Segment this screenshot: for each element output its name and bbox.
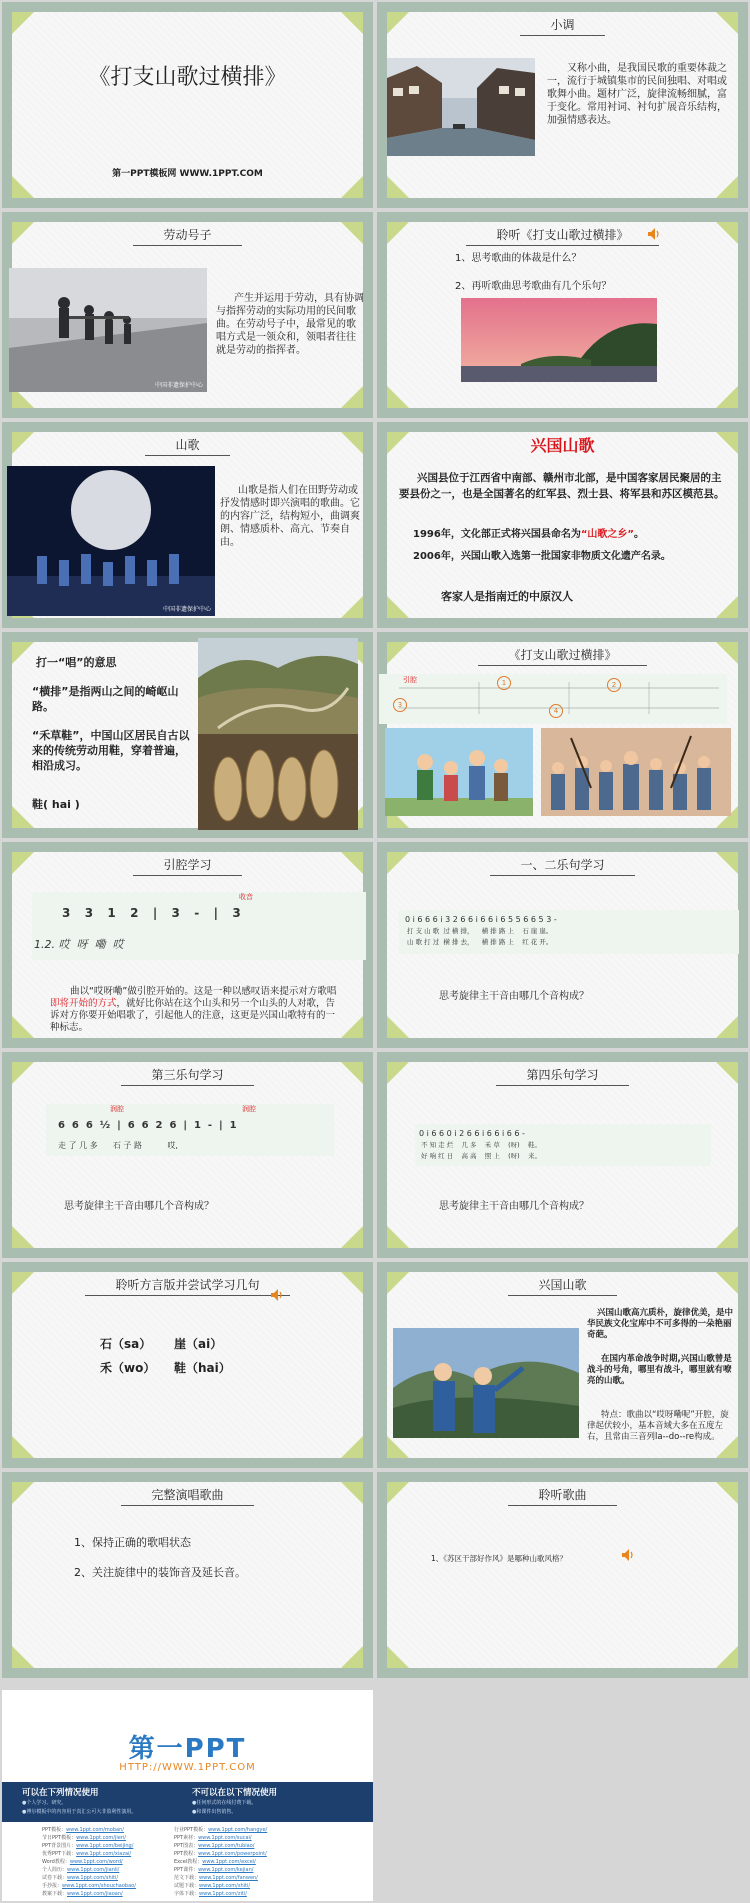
resource-link-row xyxy=(174,1826,344,1834)
resource-link[interactable]: www.1ppt.com/kejian/ xyxy=(198,1867,254,1873)
slide-2[interactable] xyxy=(377,2,748,208)
corner-ornament xyxy=(341,1646,363,1668)
word-he: 禾（wo） xyxy=(100,1361,156,1375)
corner-ornament xyxy=(387,386,409,408)
xingguo-1996-end: 。 xyxy=(634,529,644,540)
score-bars xyxy=(415,1126,711,1138)
runqiang-tag-1: 润腔 xyxy=(110,1105,124,1113)
corner-ornament xyxy=(12,642,34,664)
resource-link[interactable]: www.1ppt.com/shiti/ xyxy=(67,1875,119,1881)
phrase-marker-1: 1 xyxy=(497,676,511,690)
sunset-lake-photo xyxy=(461,298,657,382)
corner-ornament xyxy=(341,12,363,34)
slide-14[interactable] xyxy=(377,1262,748,1468)
slide-title: 聆听《打支山歌过横排》 xyxy=(377,226,748,246)
corner-ornament xyxy=(716,176,738,198)
slide-title: 《打支山歌过横排》 xyxy=(377,646,748,666)
resource-link-label: PPT图表： xyxy=(174,1843,199,1849)
slide-title: 完整演唱歌曲 xyxy=(2,1486,373,1506)
slide-title: 引腔学习 xyxy=(2,856,373,876)
credits-panel xyxy=(2,1690,373,1901)
corner-ornament xyxy=(12,1226,34,1248)
score-bars xyxy=(399,912,739,924)
singers-mountain-photo xyxy=(393,1328,579,1438)
resource-link[interactable]: www.1ppt.com/jieri/ xyxy=(76,1835,126,1841)
question-2: 2、再听歌曲思考歌曲有几个乐句？ xyxy=(455,281,612,292)
corner-ornament xyxy=(341,1436,363,1458)
singing-tip-2: 2、关注旋律中的装饰音及延长音。 xyxy=(74,1566,246,1579)
resource-link[interactable]: www.1ppt.com/hangye/ xyxy=(208,1827,268,1833)
resource-link[interactable]: www.1ppt.com/word/ xyxy=(69,1859,123,1865)
yinqiang-text-1: 曲以“哎呀嘞”做引腔开始的。这是一种以感叹语来提示对方歌唱 xyxy=(70,986,337,997)
speaker-icon[interactable] xyxy=(621,1548,635,1562)
yinqiang-explanation xyxy=(50,986,340,1034)
slide-title: 第三乐句学习 xyxy=(2,1066,373,1086)
mountain-road-photo xyxy=(198,638,358,734)
score-notes: 6 6 6 ½ | 6 6 2 6 | 1 - | 1 xyxy=(58,1120,237,1131)
corner-ornament xyxy=(12,1646,34,1668)
resource-link[interactable]: www.1ppt.com/powerpoint/ xyxy=(198,1851,267,1857)
xingguo-intro: 兴国县位于江西省中南部、赣州市北部，是中国客家居民聚居的主要县份之一，也是全国著名的红军县、烈士县、将军县和苏区模范县。 xyxy=(399,472,725,500)
resource-link-row xyxy=(174,1890,344,1898)
photo-watermark: 中国非遗保护中心 xyxy=(162,606,211,613)
xingguo-features-3: 特点：歌曲以“哎呀嘞呢”开腔，旋律起伏较小，基本音域大多在五度左右，且常由三音列la--do--re构成。 xyxy=(587,1410,729,1442)
score-lyric: 走 了 几 多 石 子 路 哎, xyxy=(58,1141,178,1150)
resource-link-row xyxy=(174,1866,344,1874)
cannot-use-text: ●任何形式的在线付费下载。 xyxy=(192,1800,257,1806)
resource-link-row xyxy=(174,1874,344,1882)
cannot-use-title: 不可以在以下情况使用 xyxy=(192,1788,278,1798)
can-use-text-2: ●博尔模板中的内容用于真汇公可大非盈利性演用。 xyxy=(22,1809,137,1815)
resource-link-label: PPT素材： xyxy=(174,1835,199,1841)
score-lyric: 1.2. 哎 呀 嘞 哎 xyxy=(34,938,124,951)
slide-7[interactable] xyxy=(2,632,373,838)
resource-link[interactable]: www.1ppt.com/moban/ xyxy=(66,1827,124,1833)
resource-link-label: PPT背景图片： xyxy=(42,1843,77,1849)
word-xie: 鞋（hai） xyxy=(174,1361,231,1375)
slide-5[interactable] xyxy=(2,422,373,628)
resource-link-label: 试卷下载： xyxy=(42,1875,68,1881)
resource-links-right xyxy=(174,1826,344,1898)
lyric-line-1: 打 支 山 歌 过 横 排， 横 排 路 上 石 崖 崖。 xyxy=(407,927,553,935)
resource-link-label: 教案下载： xyxy=(42,1891,68,1897)
resource-links-left xyxy=(42,1826,192,1898)
xingguo-features-1: 兴国山歌高亢质朴，旋律优美，是中华民族文化宝库中不可多得的一朵艳丽奇葩。 xyxy=(587,1308,734,1340)
slide-title: 小调 xyxy=(377,16,748,36)
slide-9[interactable] xyxy=(2,842,373,1048)
yinqiang-highlight: 即将开始的方式 xyxy=(50,998,117,1009)
phrase-marker-4: 4 xyxy=(549,704,563,718)
slide-title: 劳动号子 xyxy=(2,226,373,246)
slide-title: 第四乐句学习 xyxy=(377,1066,748,1086)
resource-link-row xyxy=(42,1890,192,1898)
corner-ornament xyxy=(341,386,363,408)
slide-title: 聆听方言版并尝试学习几句 xyxy=(2,1276,373,1296)
resource-link-row xyxy=(42,1858,192,1866)
resource-link-label: Word教程： xyxy=(42,1859,70,1865)
listening-question: 1、《苏区干部好作风》是哪种山歌风格？ xyxy=(431,1554,568,1563)
xingguo-1996 xyxy=(413,528,733,542)
speaker-icon[interactable] xyxy=(270,1288,284,1302)
slide-title: 兴国山歌 xyxy=(377,1276,748,1296)
resource-link-row xyxy=(42,1850,192,1858)
slide-title: 聆听歌曲 xyxy=(377,1486,748,1506)
corner-ornament xyxy=(387,1226,409,1248)
slide-title: 一、二乐句学习 xyxy=(377,856,748,876)
singing-tip-1: 1、保持正确的歌唱状态 xyxy=(74,1536,191,1549)
resource-link-row xyxy=(42,1834,192,1842)
slide-1[interactable] xyxy=(2,2,373,208)
resource-link[interactable]: www.1ppt.com/ziti/ xyxy=(199,1891,247,1897)
corner-ornament xyxy=(12,1436,34,1458)
corner-ornament xyxy=(387,1016,409,1038)
corner-ornament xyxy=(716,386,738,408)
shouyin-tag: 收音 xyxy=(239,893,253,901)
phrase-4-score xyxy=(415,1124,711,1166)
xiaodiao-description: 又称小曲，是我国民歌的重要体裁之一，流行于城镇集市的民间独唱、对唱或歌舞小曲。题材广泛，旋律流畅细腻，富于变化。常用衬词、衬句扩展音乐结构，加强情感表达。 xyxy=(547,63,727,126)
resource-link-label: 字体下载： xyxy=(174,1891,200,1897)
resource-link-label: 优秀PPT下载： xyxy=(42,1851,77,1857)
resource-link-label: 试题下载： xyxy=(174,1883,200,1889)
cover-title: 《打支山歌过横排》 xyxy=(88,65,287,90)
xingguo-1996-text: 1996年，文化部正式将兴国县命名为 xyxy=(413,529,581,540)
yinqiang-text-2: ，就好比你站在这个山头和另一个山头的人对歌，告诉对方你要开始唱歌了，引起他人的注意，这更是兴国山歌特有的一种标志。 xyxy=(50,998,336,1033)
phrase-marker-3: 3 xyxy=(393,698,407,712)
straw-sandals-photo xyxy=(198,734,358,830)
corner-ornament xyxy=(387,1436,409,1458)
canal-town-photo xyxy=(387,58,535,156)
slide-paper xyxy=(387,1482,738,1668)
phrase-3-score xyxy=(46,1104,334,1156)
usage-banner xyxy=(2,1782,373,1822)
resource-link-label: PPT教程： xyxy=(174,1851,199,1857)
resource-link-label: PPT模板： xyxy=(42,1827,67,1833)
resource-link-row xyxy=(174,1842,344,1850)
svg-text:0 i 6 6 0 i 2 6 6 i 6 6: 0 i 6 6 0 i 2 6 6 i 6 6 i 6 6 - xyxy=(419,1129,525,1138)
slide-6[interactable] xyxy=(377,422,748,628)
word-shi: 石（sa） xyxy=(100,1337,152,1351)
main-notes-question: 思考旋律主干音由哪几个音构成？ xyxy=(439,991,589,1002)
red-army-illustration xyxy=(541,728,731,816)
slide-16[interactable] xyxy=(377,1472,748,1678)
shange-zhixiang: “山歌之乡” xyxy=(580,529,634,540)
cannot-use-text-2: ●和课件出售销售。 xyxy=(192,1809,237,1815)
xingguo-features-2: 在国内革命战争时期,兴国山歌曾是战斗的号角，哪里有战斗，哪里就有嘹亮的山歌。 xyxy=(587,1354,732,1386)
resource-link[interactable]: www.1ppt.com/jiaoan/ xyxy=(67,1891,123,1897)
resource-link-row xyxy=(42,1874,192,1882)
score-excerpt xyxy=(379,674,727,724)
resource-link[interactable]: www.1ppt.com/fanwen/ xyxy=(199,1875,258,1881)
xingguo-2006: 2006年，兴国山歌入选第一批国家非物质文化遗产名录。 xyxy=(413,551,671,562)
photo-watermark: 中国非遗保护中心 xyxy=(154,382,203,389)
corner-ornament xyxy=(341,596,363,618)
slide-12[interactable] xyxy=(377,1052,748,1258)
score-notes: 3 3 1 2 | 3 - | 3 xyxy=(62,906,243,920)
labor-workers-photo xyxy=(9,268,207,392)
slide-11[interactable] xyxy=(2,1052,373,1258)
resource-link-label: 行业PPT模板： xyxy=(174,1827,209,1833)
resource-link-row xyxy=(174,1858,344,1866)
xingguo-title: 兴国山歌 xyxy=(530,436,595,455)
resource-link-label: 个人简历： xyxy=(42,1867,68,1873)
resource-link-label: Excel教程： xyxy=(174,1859,203,1865)
resource-link[interactable]: www.1ppt.com/xiazai/ xyxy=(76,1851,132,1857)
resource-link[interactable]: www.1ppt.com/tubiao/ xyxy=(198,1843,255,1849)
resource-link[interactable]: www.1ppt.com/shiti/ xyxy=(199,1883,251,1889)
slide-13[interactable] xyxy=(2,1262,373,1468)
yinqiang-score xyxy=(32,892,366,960)
brand-logo: 第一PPT xyxy=(128,1734,247,1764)
lyric-line-2: 好 响 红 日 高 高 照 上 (呀) 来。 xyxy=(421,1152,541,1160)
svg-text:0 i 6 6 6 i 3 2 6 6 i 6: 0 i 6 6 6 i 3 2 6 6 i 6 6 i 6 5 5 6 6 5 3 - xyxy=(405,915,557,924)
shange-description: 山歌是指人们在田野劳动或抒发情感时即兴演唱的歌曲。它的内容广泛，结构短小，曲调爽朗、情感质朴、高亢、节奏自由。 xyxy=(220,485,360,548)
main-notes-question: 思考旋律主干音由哪几个音构成？ xyxy=(64,1201,214,1212)
resource-link[interactable]: www.1ppt.com/excel/ xyxy=(202,1859,256,1865)
cover-subtitle: 第一PPT模板网 WWW.1PPT.COM xyxy=(112,169,263,179)
corner-ornament xyxy=(716,1226,738,1248)
da-meaning: 打一“唱”的意思 xyxy=(36,656,117,669)
corner-ornament xyxy=(716,596,738,618)
corner-ornament xyxy=(716,1016,738,1038)
resource-link-label: PPT课件： xyxy=(174,1867,199,1873)
xie-pronunciation: 鞋( hai ) xyxy=(32,798,80,811)
slide-3[interactable] xyxy=(2,212,373,418)
runqiang-tag-2: 润腔 xyxy=(242,1105,256,1113)
can-use-text: ●个人学习、研究。 xyxy=(22,1800,67,1806)
hecaoxie-meaning: “禾草鞋”，中国山区居民自古以来的传统劳动用鞋，穿着普遍，相沿成习。 xyxy=(32,729,190,772)
resource-link-row xyxy=(42,1842,192,1850)
slide-title: 山歌 xyxy=(2,436,373,456)
corner-ornament xyxy=(341,1226,363,1248)
corner-ornament xyxy=(12,806,34,828)
phrase-marker-2: 2 xyxy=(607,678,621,692)
resource-link-row xyxy=(42,1866,192,1874)
resource-link[interactable]: www.1ppt.com/beijing/ xyxy=(76,1843,134,1849)
resource-link[interactable]: www.1ppt.com/jianli/ xyxy=(67,1867,120,1873)
corner-ornament xyxy=(387,176,409,198)
resource-link[interactable]: www.1ppt.com/shouchaobao/ xyxy=(62,1883,136,1889)
hengpai-meaning: “横排”是指两山之间的崎岖山路。 xyxy=(32,685,179,713)
slide-10[interactable] xyxy=(377,842,748,1048)
resource-link-row xyxy=(174,1882,344,1890)
phrase-12-score xyxy=(399,910,739,954)
question-1: 1、思考歌曲的体裁是什么？ xyxy=(455,253,582,264)
resource-link-label: 节日PPT模板： xyxy=(42,1835,77,1841)
lyric-line-2: 山 歌 打 过 横 排 去， 横 排 路 上 红 花 开。 xyxy=(407,938,553,946)
resource-link-row xyxy=(174,1834,344,1842)
corner-ornament xyxy=(387,596,409,618)
resource-link[interactable]: www.1ppt.com/sucai/ xyxy=(198,1835,252,1841)
resource-link-row xyxy=(42,1826,192,1834)
yinqiang-tag: 引腔 xyxy=(403,676,417,684)
speaker-icon[interactable] xyxy=(647,227,661,241)
resource-link-label: 范文下载： xyxy=(174,1875,200,1881)
slide-15[interactable] xyxy=(2,1472,373,1678)
resource-link-row xyxy=(42,1882,192,1890)
corner-ornament xyxy=(12,1016,34,1038)
hakka-note: 客家人是指南迁的中原汉人 xyxy=(441,590,573,603)
slide-4[interactable] xyxy=(377,212,748,418)
corner-ornament xyxy=(716,1646,738,1668)
word-ya: 崖（ai） xyxy=(174,1337,223,1351)
slide-8[interactable] xyxy=(377,632,748,838)
stage-dance-photo xyxy=(7,466,215,616)
brand-url[interactable]: HTTP://WWW.1PPT.COM xyxy=(119,1762,256,1773)
corner-ornament xyxy=(387,1646,409,1668)
can-use-title: 可以在下列情况使用 xyxy=(22,1788,99,1798)
lyric-line-1: 不 知 走 烂 几 多 禾 草 (呀) 鞋。 xyxy=(421,1141,541,1149)
resource-link-row xyxy=(174,1850,344,1858)
corner-ornament xyxy=(341,1016,363,1038)
haozi-description: 产生并运用于劳动，具有协调与指挥劳动的实际功用的民间歌曲。在劳动号子中，最常见的歌唱方式是一领众和，领唱者往往就是劳动的指挥者。 xyxy=(216,293,364,356)
resource-link-label: 手抄报： xyxy=(42,1883,63,1889)
corner-ornament xyxy=(12,12,34,34)
main-notes-question: 思考旋律主干音由哪几个音构成？ xyxy=(439,1201,589,1212)
singers-illustration xyxy=(385,728,533,816)
